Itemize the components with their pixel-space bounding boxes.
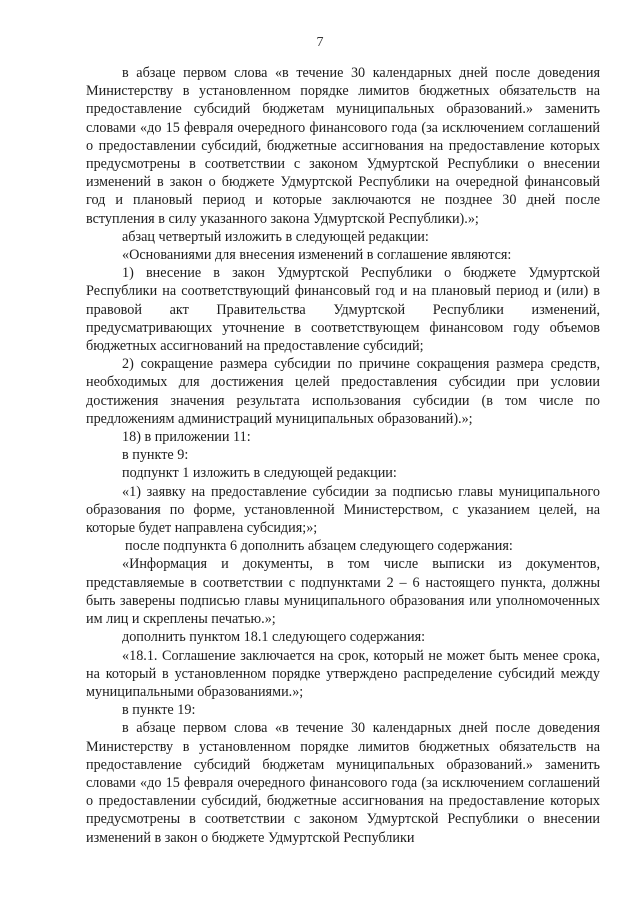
paragraph-point-9: в пункте 9: [122,447,189,464]
page-number: 7 [316,35,324,50]
paragraph-ground-1: 1) внесение в закон Удмуртской Республики о бюджете Удмуртской Республики на соответствующий финансовый год и на плановый период и (или) в правовой акт Правительства Удмуртской Республики изменений, предусматривающих уточнение в соответствующем финансовом году объемов бюджетных ассигнований на предоставление субсидий; [86,265,600,355]
paragraph-subpoint-1-heading: подпункт 1 изложить в следующей редакции: [122,465,397,482]
paragraph-ground-2: 2) сокращение размера субсидии по причине сокращения размера средств, необходимых для достижения целей предоставления субсидии при условии достижения значения результата использования субсидии (в том числе по предложениям администраций муниципальных образований).»; [86,356,600,427]
paragraph-subpoint-1-text: «1) заявку на предоставление субсидии за подписью главы муниципального образования по форме, установленной Министерством, с указанием целей, на которые будет направлена субсидия;»; [86,483,600,537]
paragraph-amendment-first-clause: в абзаце первом слова «в течение 30 календарных дней после доведения Министерству в установленном порядке лимитов бюджетных обязательств на предоставление субсидий бюджетам муниципальных образований.» заменить словами «до 15 февраля очередного финансового года (за исключением соглашений о предоставлении субсидий, бюджетные ассигнования на предоставление которых предусмотрены в соответствии с законом Удмуртской Республики о внесении изменений в закон о бюджете Удмуртской Республики на очередной финансовый год и плановый период и которые заключаются не позднее 30 дней после вступления в силу указанного закона Удмуртской Республики).»; [86,65,600,227]
paragraph-fourth-clause-heading: абзац четвертый изложить в следующей редакции: [122,228,429,245]
paragraph-point-18-1-text: «18.1. Соглашение заключается на срок, который не может быть менее срока, на который в установленном порядке утверждено распределение субсидий между муниципальными образованиями.»; [86,647,600,700]
paragraph-grounds-intro: «Основаниями для внесения изменений в соглашение являются: [122,247,512,264]
paragraph-after-subpoint-6: после подпункта 6 дополнить абзацем следующего содержания: [125,538,513,555]
paragraph-point-19: в пункте 19: [122,702,196,719]
paragraph-appendix-11: 18) в приложении 11: [122,429,251,446]
paragraph-information-documents: «Информация и документы, в том числе выписки из документов, представляемые в соответствии с подпунктами 2 – 6 настоящего пункта, должны быть заверены подписью главы муниципального образования или уполномоченных им лиц и скреплены печатью.»; [86,556,600,628]
paragraph-add-point-18-1: дополнить пунктом 18.1 следующего содержания: [122,629,426,646]
paragraph-point-19-first-clause: в абзаце первом слова «в течение 30 календарных дней после доведения Министерству в установленном порядке лимитов бюджетных обязательств на предоставление субсидий бюджетам муниципальных образований.» заменить словами «до 15 февраля очередного финансового года (за исключением соглашений о предоставлении субсидий, бюджетные ассигнования на предоставление которых предусмотрены в соответствии с законом Удмуртской Республики о внесении изменений в закон о бюджете Удмуртской Республики [86,720,600,846]
document-body [86,64,600,847]
